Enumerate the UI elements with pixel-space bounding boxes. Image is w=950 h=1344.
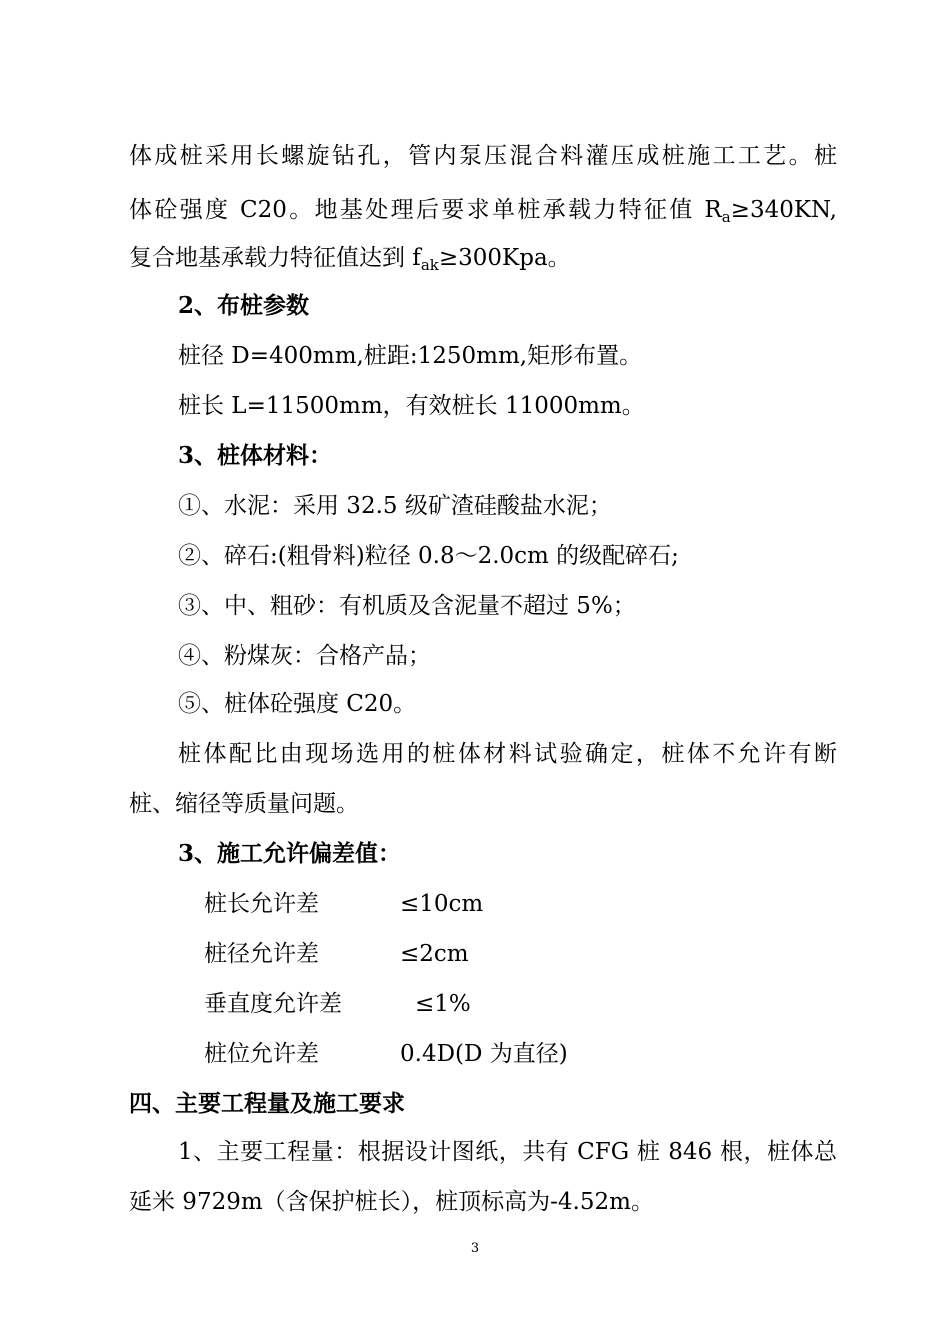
ra-subscript: a xyxy=(721,208,731,226)
tolerance-label: 桩长允许差 xyxy=(204,891,319,917)
paragraph1-line2-text: 体砼强度 C20。地基处理后要求单桩承载力特征值 R xyxy=(129,197,722,223)
tolerance-label: 桩径允许差 xyxy=(204,941,319,967)
mix-note-line2: 桩、缩径等质量问题。 xyxy=(129,791,359,817)
fak-subscript: ak xyxy=(420,256,439,274)
tolerance-value: ≤10cm xyxy=(400,891,484,917)
tolerance-value: ≤2cm xyxy=(400,941,469,967)
paragraph1-line2 xyxy=(129,195,837,232)
material-item: ④、粉煤灰：合格产品； xyxy=(178,643,431,669)
material-item: ②、碎石:(粗骨料)粒径 0.8～2.0cm 的级配碎石; xyxy=(178,543,679,569)
tolerance-value: ≤1% xyxy=(415,991,471,1017)
tolerance-heading: 3、施工允许偏差值： xyxy=(178,840,402,867)
material-item: ⑤、桩体砼强度 C20。 xyxy=(178,691,417,717)
section3-heading: 3、桩体材料： xyxy=(178,442,333,469)
material-item: ③、中、粗砂：有机质及含泥量不超过 5%； xyxy=(178,593,636,619)
mix-note-line1: 桩体配比由现场选用的桩体材料试验确定，桩体不允许有断 xyxy=(178,741,837,767)
paragraph1-line1: 体成桩采用长螺旋钻孔，管内泵压混合料灌压成桩施工工艺。桩 xyxy=(129,143,837,169)
tolerance-row xyxy=(204,989,471,1019)
tolerance-label: 垂直度允许差 xyxy=(204,991,342,1017)
quantity-line2: 延米 9729m（含保护桩长），桩顶标高为-4.52m。 xyxy=(129,1189,654,1215)
section2-item: 桩径 D=400mm,桩距:1250mm,矩形布置。 xyxy=(178,343,643,369)
material-item: ①、水泥：采用 32.5 级矿渣硅酸盐水泥； xyxy=(178,493,612,519)
section4-heading: 四、主要工程量及施工要求 xyxy=(129,1090,405,1117)
paragraph1-line3-text: 复合地基承载力特征值达到 f xyxy=(129,245,421,271)
tolerance-row xyxy=(204,939,469,969)
paragraph1-line3-tail: ≥300Kpa。 xyxy=(438,245,571,271)
tolerance-row xyxy=(204,889,483,919)
section2-item: 桩长 L=11500mm，有效桩长 11000mm。 xyxy=(178,393,645,419)
tolerance-label: 桩位允许差 xyxy=(204,1041,319,1067)
paragraph1-line2-tail: ≥340KN, xyxy=(730,197,837,223)
section2-heading: 2、布桩参数 xyxy=(178,292,310,319)
tolerance-row xyxy=(204,1039,568,1069)
quantity-line1: 1、主要工程量：根据设计图纸，共有 CFG 桩 846 根，桩体总 xyxy=(178,1139,837,1165)
paragraph1-line3 xyxy=(129,243,571,280)
page-number: 3 xyxy=(470,1241,480,1256)
tolerance-value: 0.4D(D 为直径) xyxy=(400,1041,568,1067)
